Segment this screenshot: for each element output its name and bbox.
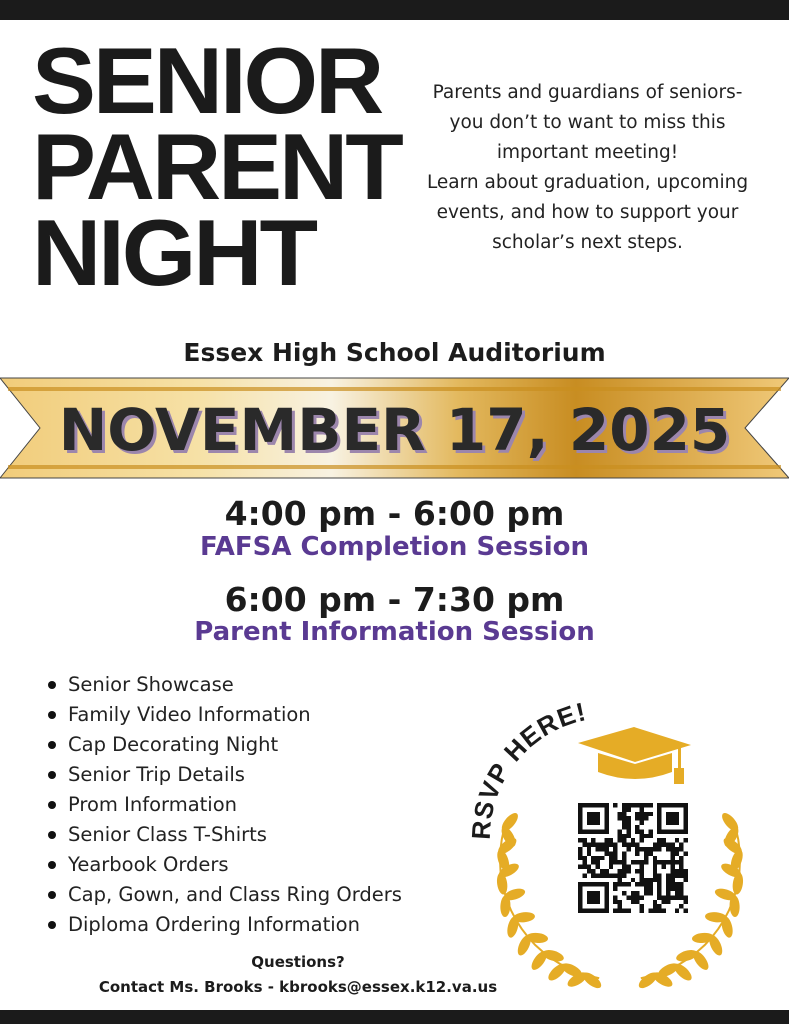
- list-item: [48, 670, 402, 700]
- list-item-label: Cap Decorating Night: [68, 733, 279, 756]
- laurel-leaf: [541, 948, 565, 964]
- intro-text: [395, 78, 780, 258]
- list-item: [48, 730, 402, 760]
- bullet-icon: [48, 831, 56, 839]
- intro-line: important meeting!: [496, 142, 679, 163]
- list-item: [48, 910, 402, 940]
- list-item-label: Cap, Gown, and Class Ring Orders: [68, 883, 402, 906]
- list-item-label: Diploma Ordering Information: [68, 913, 360, 936]
- bullet-icon: [48, 801, 56, 809]
- bullet-icon: [48, 921, 56, 929]
- title-line: NIGHT: [32, 200, 315, 305]
- bottom-bar: [0, 1010, 789, 1024]
- top-bar: [0, 0, 789, 20]
- intro-line: Learn about graduation, upcoming: [426, 172, 749, 193]
- bullet-icon: [48, 681, 56, 689]
- session-time: 6:00 pm - 7:30 pm: [224, 580, 565, 619]
- bullet-icon: [48, 891, 56, 899]
- questions-label: Questions?: [251, 953, 345, 971]
- contact-info: Contact Ms. Brooks - kbrooks@essex.k12.va.us: [98, 978, 498, 996]
- graduation-cap-icon: [578, 727, 691, 784]
- list-item: [48, 880, 402, 910]
- list-item-label: Prom Information: [68, 793, 238, 816]
- bullet-icon: [48, 771, 56, 779]
- list-item-label: Family Video Information: [68, 703, 311, 726]
- event-date: NOVEMBER 17, 2025: [58, 396, 731, 464]
- title-line: SENIOR: [32, 28, 382, 133]
- intro-line: Parents and guardians of seniors-: [432, 82, 743, 103]
- venue: Essex High School Auditorium: [183, 338, 606, 367]
- list-item: [48, 850, 402, 880]
- list-item-label: Senior Trip Details: [68, 763, 245, 786]
- list-item: [48, 700, 402, 730]
- list-item-label: Senior Class T-Shirts: [68, 823, 267, 846]
- session-time: 4:00 pm - 6:00 pm: [224, 494, 565, 533]
- list-item-label: Senior Showcase: [68, 673, 234, 696]
- page-title: [32, 28, 401, 305]
- bullet-icon: [48, 861, 56, 869]
- bullet-icon: [48, 741, 56, 749]
- bullet-icon: [48, 711, 56, 719]
- intro-line: events, and how to support your: [436, 202, 739, 223]
- svg-text:RSVP HERE!: [466, 696, 589, 840]
- session-name: Parent Information Session: [194, 617, 595, 647]
- intro-line: scholar’s next steps.: [492, 232, 683, 253]
- list-item: [48, 820, 402, 850]
- rsvp-label: RSVP HERE!: [465, 696, 590, 841]
- topic-list: [48, 670, 402, 940]
- session-name: FAFSA Completion Session: [199, 532, 590, 562]
- list-item-label: Yearbook Orders: [68, 853, 229, 876]
- title-line: PARENT: [32, 114, 401, 219]
- list-item: [48, 790, 402, 820]
- qr-code-icon[interactable]: [578, 803, 688, 913]
- list-item: [48, 760, 402, 790]
- intro-line: you don’t to want to miss this: [449, 112, 726, 133]
